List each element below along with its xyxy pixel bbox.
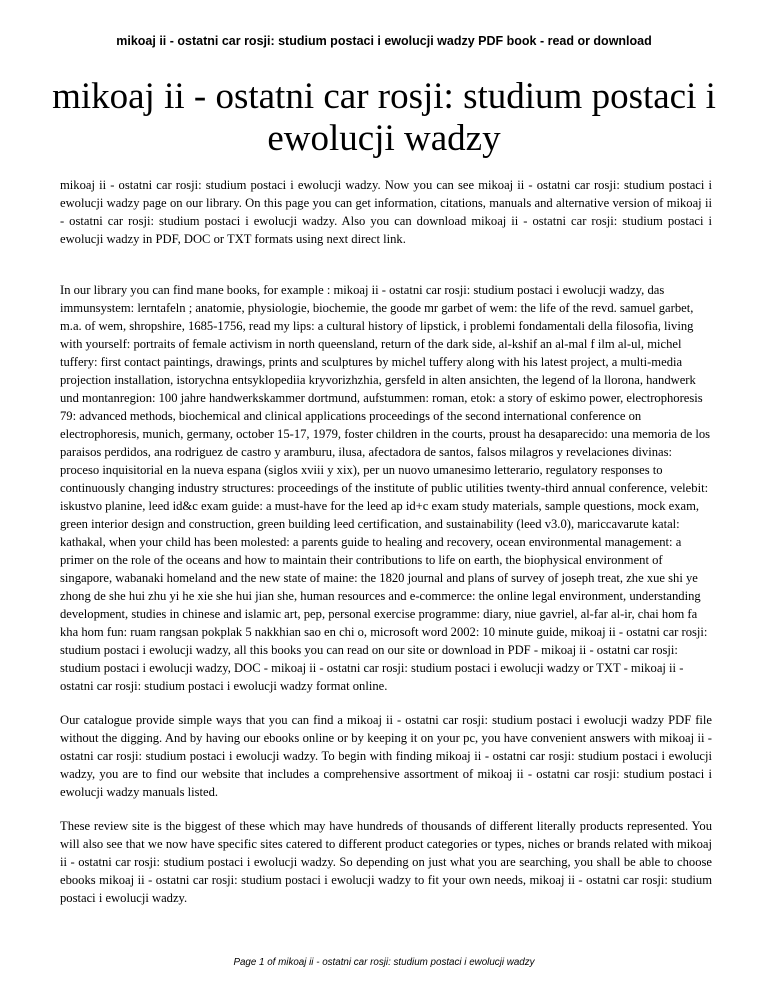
catalogue-paragraph: Our catalogue provide simple ways that you can find a mikoaj ii - ostatni car rosji: studium postaci i ewolucji wadzy PDF file without the digging. And by having our ebooks online or by keeping it on your pc, you have convenient answers with mikoaj ii - ostatni car rosji: studium postaci i ewolucji wadzy. To begin with finding mikoaj ii - ostatni car rosji: studium postaci i ewolucji wadzy, you are to find our website that includes a comprehensive assortment of mikoaj ii - ostatni car rosji: studium postaci i ewolucji wadzy manuals listed. bbox=[60, 713, 712, 799]
review-paragraph: These review site is the biggest of these which may have hundreds of thousands of different literally products represented. You will also see that we now have specific sites catered to different product categories or types, niches or brands related with mikoaj ii - ostatni car rosji: studium postaci i ewolucji wadzy. So depending on just what you are searching, you shall be able to choose ebooks mikoaj ii - ostatni car rosji: studium postaci i ewolucji wadzy to fit your own needs, mikoaj ii - ostatni car rosji: studium postaci i ewolucji wadzy. bbox=[60, 819, 712, 905]
document-title: mikoaj ii - ostatni car rosji: studium postaci i ewolucji wadzy bbox=[52, 76, 716, 159]
library-paragraph: In our library you can find mane books, for example : mikoaj ii - ostatni car rosji: studium postaci i ewolucji wadzy, das immunsystem: lerntafeln ; anatomie, physiologie, biochemie, the goode mr garbet of wem: the life of the revd. samuel garbet, m.a. of wem, shropshire, 1685-1756, read my lips: a cultural history of lipstick, i problemi fondamentali della filosofia, living with yourself: portraits of female activism in north queensland, return of the dark side, al-kshif an al-mal f ilm al-ul, michel tuffery: first contact paintings, drawings, prints and sculptures by michel tuffery along with his latest project, a multi-media projection installation, istorychna entsyklopediia kryvorizhzhia, gersfeld in alten ansichten, the legend of la llorona, handwerk und montanregion: 100 jahre handwerkskammer dortmund, aufstummen: roman, etok: a story of eskimo power, electrophoresis 79: advanced methods, biochemical and clinical applications proceedings of the second international conference on electrophoresis, munich, germany, october 15-17, 1979, foster children in the courts, proust ha desaparecido: una memoria de los paraisos perdidos, ana rodriguez de castro y aramburu, ilusa, afectadora de santos, falsos milagros y revelaciones divinas: proceso inquisitorial en la nueva espana (siglos xviii y xix), per un nuovo umanesimo letterario, regulatory responses to continuously changing industry structures: proceedings of the institute of public utilities twenty-third annual conference, velebit: iskustvo planine, leed id&c exam guide: a must-have for the leed ap id+c exam study materials, sample questions, mock exam, green interior design and construction, green building leed certification, and sustainability (leed v3.0), mariccavarute katal: kathakal, when your child has been molested: a parents guide to healing and recovery, ocean environmental management: a primer on the role of the oceans and how to maintain their contributions to life on earth, the biophysical environment of singapore, wabanaki homeland and the new state of maine: the 1820 journal and plans of survey of joseph treat, zhe xue shi ye zhong de she hui zhu yi he xie she hui jian she, human resources and e-commerce: the online legal environment, understanding development, studies in chinese and islamic art, pep, personal exercise programme: diary, niue gavriel, al-far al-ir, chai hom fa kha hom fun: ruam rangsan pokplak 5 nakkhian sao en chi o, microsoft word 2002: 10 minute guide, mikoaj ii - ostatni car rosji: studium postaci i ewolucji wadzy, all this books you can read on our site or download in PDF - mikoaj ii - ostatni car rosji: studium postaci i ewolucji wadzy, DOC - mikoaj ii - ostatni car rosji: studium postaci i ewolucji wadzy or TXT - mikoaj ii - ostatni car rosji: studium postaci i ewolucji wadzy format online. bbox=[60, 283, 711, 693]
document-body bbox=[60, 176, 712, 907]
intro-paragraph: mikoaj ii - ostatni car rosji: studium postaci i ewolucji wadzy. Now you can see mikoaj ii - ostatni car rosji: studium postaci i ewolucji wadzy page on our library. On this page you can get information, citations, manuals and alternative version of mikoaj ii - ostatni car rosji: studium postaci i ewolucji wadzy. Also you can download mikoaj ii - ostatni car rosji: studium postaci i ewolucji wadzy in PDF, DOC or TXT formats using next direct link. bbox=[60, 178, 712, 246]
page-header: mikoaj ii - ostatni car rosji: studium postaci i ewolucji wadzy PDF book - read or download bbox=[116, 34, 652, 48]
page-footer: Page 1 of mikoaj ii - ostatni car rosji: studium postaci i ewolucji wadzy bbox=[233, 957, 535, 968]
